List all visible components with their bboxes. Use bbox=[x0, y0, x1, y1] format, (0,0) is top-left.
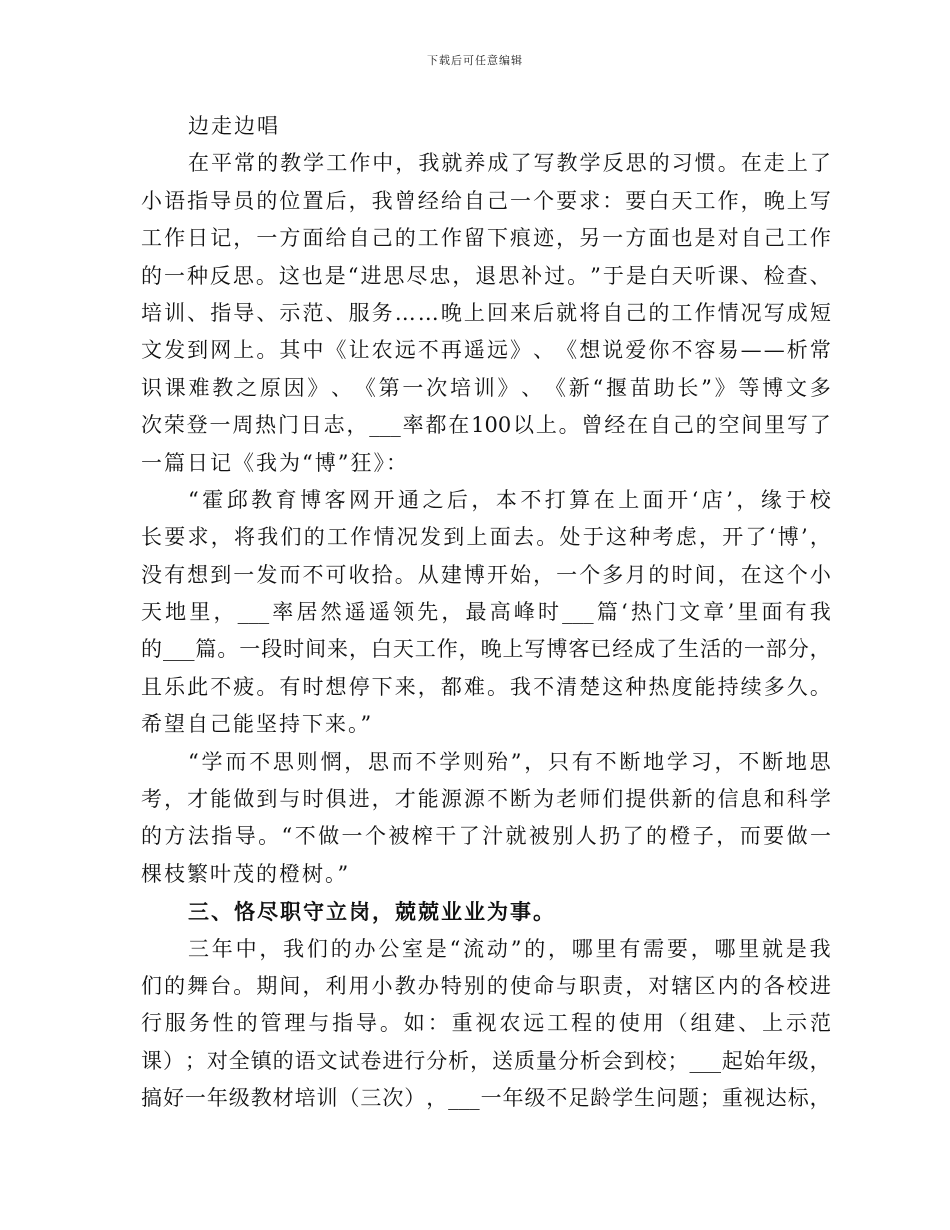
paragraph-line: 边走边唱 bbox=[188, 114, 280, 138]
paragraph-line: 三 年 中 ， 我 们 的 办 公 室 是 “ 流 动 ” 的 ， 哪 里 有 需 要 ， 哪 里 就 是 我 bbox=[188, 936, 831, 961]
paragraph-line: 希望自己能坚持下来。” bbox=[141, 712, 374, 737]
paragraph-line: 的 方 法 指 导 。 “ 不 做 一 个 被 榨 干 了 汁 就 被 别 人 扔 了 的 橙 子 ， 而 要 做 一 bbox=[141, 824, 831, 849]
paragraph-line: 识 课 难 教 之 原 因 》 、 《 第 一 次 培 训 》 、 《 新 “ 揠 苗 助 长 ” 》 等 博 文 多 bbox=[141, 375, 831, 400]
paragraph-line: 课 ） ； 对 全 镇 的 语 文 试 卷 进 行 分 析 ， 送 质 量 分 析 会 到 校 ； ___ 起 始 年 级 ， bbox=[141, 1048, 831, 1073]
paragraph-line: 且 乐 此 不 疲 。 有 时 想 停 下 来 ， 都 难 。 我 不 清 楚 这 种 热 度 能 持 续 多 久 。 bbox=[141, 674, 831, 699]
paragraph-line: 行 服 务 性 的 管 理 与 指 导 。 如 ： 重 视 农 远 工 程 的 使 用 （ 组 建 、 上 示 范 bbox=[141, 1011, 831, 1036]
paragraph-line: 工 作 日 记 ， 一 方 面 给 自 己 的 工 作 留 下 痕 迹 ， 另 一 方 面 也 是 对 自 己 工 作 bbox=[141, 226, 831, 251]
page-header: 下载后可任意编辑 bbox=[427, 54, 523, 67]
paragraph-line: 的 ___ 篇 。 一 段 时 间 来 ， 白 天 工 作 ， 晚 上 写 博 客 已 经 成 了 生 活 的 一 部 分 ， bbox=[141, 637, 831, 662]
paragraph-line: 文 发 到 网 上 。 其 中 《 让 农 远 不 再 遥 远 》 、 《 想 说 爱 你 不 容 易 — — 析 常 bbox=[141, 338, 831, 363]
paragraph-line: 天 地 里 ， ___ 率 居 然 遥 遥 领 先 ， 最 高 峰 时 ___ 篇 ‘ 热 门 文 章 ’ 里 面 有 我 bbox=[141, 600, 831, 625]
paragraph-line: 小 语 指 导 员 的 位 置 后 ， 我 曾 经 给 自 己 一 个 要 求 ： 要 白 天 工 作 ， 晚 上 写 bbox=[141, 188, 831, 213]
paragraph-line: 在 平 常 的 教 学 工 作 中 ， 我 就 养 成 了 写 教 学 反 思 的 习 惯 。 在 走 上 了 bbox=[188, 151, 831, 176]
document-body bbox=[141, 108, 831, 1118]
paragraph-line: 搞 好 一 年 级 教 材 培 训 （ 三 次 ） ， ___ 一 年 级 不 足 龄 学 生 问 题 ； 重 视 达 标 ， bbox=[141, 1086, 831, 1111]
paragraph-line: 没 有 想 到 一 发 而 不 可 收 拾 。 从 建 博 开 始 ， 一 个 多 月 的 时 间 ， 在 这 个 小 bbox=[141, 562, 831, 587]
paragraph-line: 培 训 、 指 导 、 示 范 、 服 务 … … 晚 上 回 来 后 就 将 自 己 的 工 作 情 况 写 成 短 bbox=[141, 300, 831, 325]
paragraph-line: 的 一 种 反 思 。 这 也 是 “ 进 思 尽 忠 ， 退 思 补 过 。 ” 于 是 白 天 听 课 、 检 查 、 bbox=[141, 263, 831, 288]
paragraph-line: 考 ， 才 能 做 到 与 时 俱 进 ， 才 能 源 源 不 断 为 老 师 们 提 供 新 的 信 息 和 科 学 bbox=[141, 787, 831, 812]
paragraph-line: 一篇日记《我为“博”狂》： bbox=[141, 450, 409, 475]
paragraph-line: “ 霍 邱 教 育 博 客 网 开 通 之 后 ， 本 不 打 算 在 上 面 开 ‘ 店 ’ ， 缘 于 校 bbox=[188, 487, 831, 512]
paragraph-line: “ 学 而 不 思 则 惘 ， 思 而 不 学 则 殆 ” ， 只 有 不 断 地 学 习 ， 不 断 地 思 bbox=[188, 749, 831, 774]
paragraph-line: 棵枝繁叶茂的橙树。” bbox=[141, 861, 351, 886]
section-heading: 三、恪尽职守立岗，兢兢业业为事。 bbox=[188, 899, 556, 925]
paragraph-line: 长 要 求 ， 将 我 们 的 工 作 情 况 发 到 上 面 去 。 处 于 这 种 考 虑 ， 开 了 ‘ 博 ’ ， bbox=[141, 525, 831, 550]
paragraph-line: 们 的 舞 台 。 期 间 ， 利 用 小 教 办 特 别 的 使 命 与 职 责 ， 对 辖 区 内 的 各 校 进 bbox=[141, 973, 831, 998]
paragraph-line: 次 荣 登 一 周 热 门 日 志 ， ___ 率 都 在 100 以 上 。 曾 经 在 自 己 的 空 间 里 写 了 bbox=[141, 413, 831, 438]
